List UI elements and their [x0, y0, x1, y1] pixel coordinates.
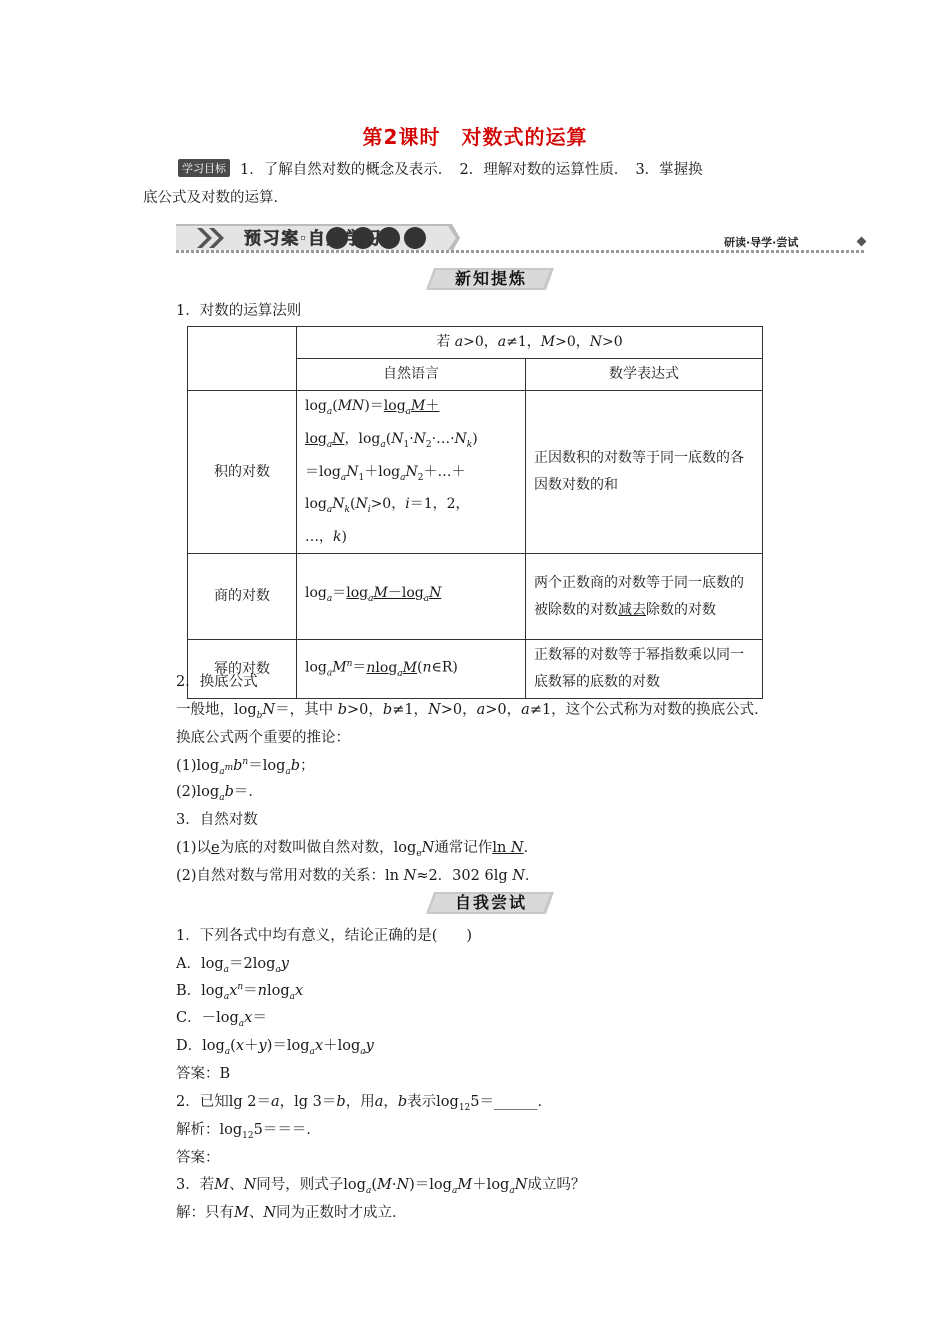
banner-left-label: 预习案·自主学习: [244, 229, 383, 249]
solution-2: 解析：$\log_{12}5===$．: [176, 1122, 321, 1141]
corollary-1: $(1)\log_{a^m}b^n=\log_ab$；: [176, 757, 315, 777]
corollary-2: $(2)\log_ab=$．: [176, 784, 263, 803]
log-rules-table: [187, 326, 763, 699]
banner-rule: [176, 250, 866, 253]
row-formula: $\log_aM^n=nlog_aM(n\in R)$: [297, 640, 526, 699]
learning-goals-line-2: 底公式及对数的运算．: [143, 190, 288, 206]
learning-goals-line-1: 学习目标 1．了解自然对数的概念及表示． 2．理解对数的运算性质． 3．掌握换: [178, 158, 703, 179]
diamond-icon: [857, 237, 867, 247]
row-desc: 正数幂的对数等于幂指数乘以同一底数幂的底数的对数: [526, 640, 763, 699]
change-of-base-text: 一般地，$\log_bN=$，其中 b>0，b≠1，N>0，a>0，a≠1，这个公式称为对数的换底公式．: [176, 702, 769, 721]
option-c: C．$-\log_ax=$: [176, 1010, 267, 1029]
option-a: A．$\log_a=2\log_ay$: [176, 956, 289, 975]
solution-3: 解：只有M、N同为正数时才成立．: [176, 1205, 407, 1221]
question-1: 1．下列各式中均有意义，结论正确的是( ): [176, 928, 473, 944]
table-row: [188, 554, 763, 640]
row-formula: $\log_a=\log_aM-\log_aN$: [297, 554, 526, 640]
natural-log-relation: (2)自然对数与常用对数的关系：ln N≈2．302 6lg N．: [176, 868, 540, 884]
row-name: 积的对数: [188, 391, 297, 554]
table-row: [188, 391, 763, 554]
natural-log-definition: (1)以e为底的对数叫做自然对数，$\log_eN$通常记作ln N．: [176, 840, 539, 859]
table-row: [188, 640, 763, 699]
row-desc: 正因数积的对数等于同一底数的各因数对数的和: [526, 391, 763, 554]
row-name: 幂的对数: [188, 640, 297, 699]
learning-goals-badge: 学习目标: [178, 159, 230, 177]
table-header-natural: 自然语言: [297, 359, 526, 391]
section-heading-self-test: 自我尝试: [426, 890, 556, 916]
table-condition: 若 a>0，a≠1，M>0，N>0: [297, 327, 763, 359]
banner-right-label: 研读·导学·尝试: [724, 236, 799, 249]
item-3-title: 3．自然对数: [176, 812, 258, 828]
page-title: 第2课时 对数式的运算: [362, 125, 588, 149]
option-b: B．$\log_ax^n=nlog_ax$: [176, 982, 304, 1002]
corollary-intro: 换底公式两个重要的推论：: [176, 730, 350, 746]
answer-1: 答案：B: [176, 1066, 231, 1082]
table-corner-cell: [188, 327, 297, 391]
row-desc: 两个正数商的对数等于同一底数的被除数的对数减去除数的对数: [526, 554, 763, 640]
row-name: 商的对数: [188, 554, 297, 640]
item-2-title: 2．换底公式: [176, 674, 258, 690]
option-d: D．$\log_a(x+y)=\log_ax+\log_ay$: [176, 1038, 374, 1057]
item-1-title: 1．对数的运算法则: [176, 303, 302, 319]
question-3: 3．若M、N同号，则式子$\log_a(M\cdot N)=\log_aM+\log_aN$成立吗？: [176, 1177, 586, 1196]
table-header-math: 数学表达式: [526, 359, 763, 391]
row-formula: $\log_a(MN)=\log_aM+$ $\log_aN$，$\log_a(N_1\cdot N_2\cdot\dots\cdot N_k)$ $=\log_aN_1+\log_aN_2+\dots+$ $\log_aN_k(N_i>0$，i＝1，2， …，k): [297, 391, 526, 554]
question-2: 2．已知lg 2＝a，lg 3＝b，用a，b表示$\log_{12}5=\_\_\_\_\_\_$．: [176, 1094, 552, 1113]
answer-2: 答案：: [176, 1150, 220, 1166]
section-heading-new-knowledge: 新知提炼: [426, 266, 556, 292]
